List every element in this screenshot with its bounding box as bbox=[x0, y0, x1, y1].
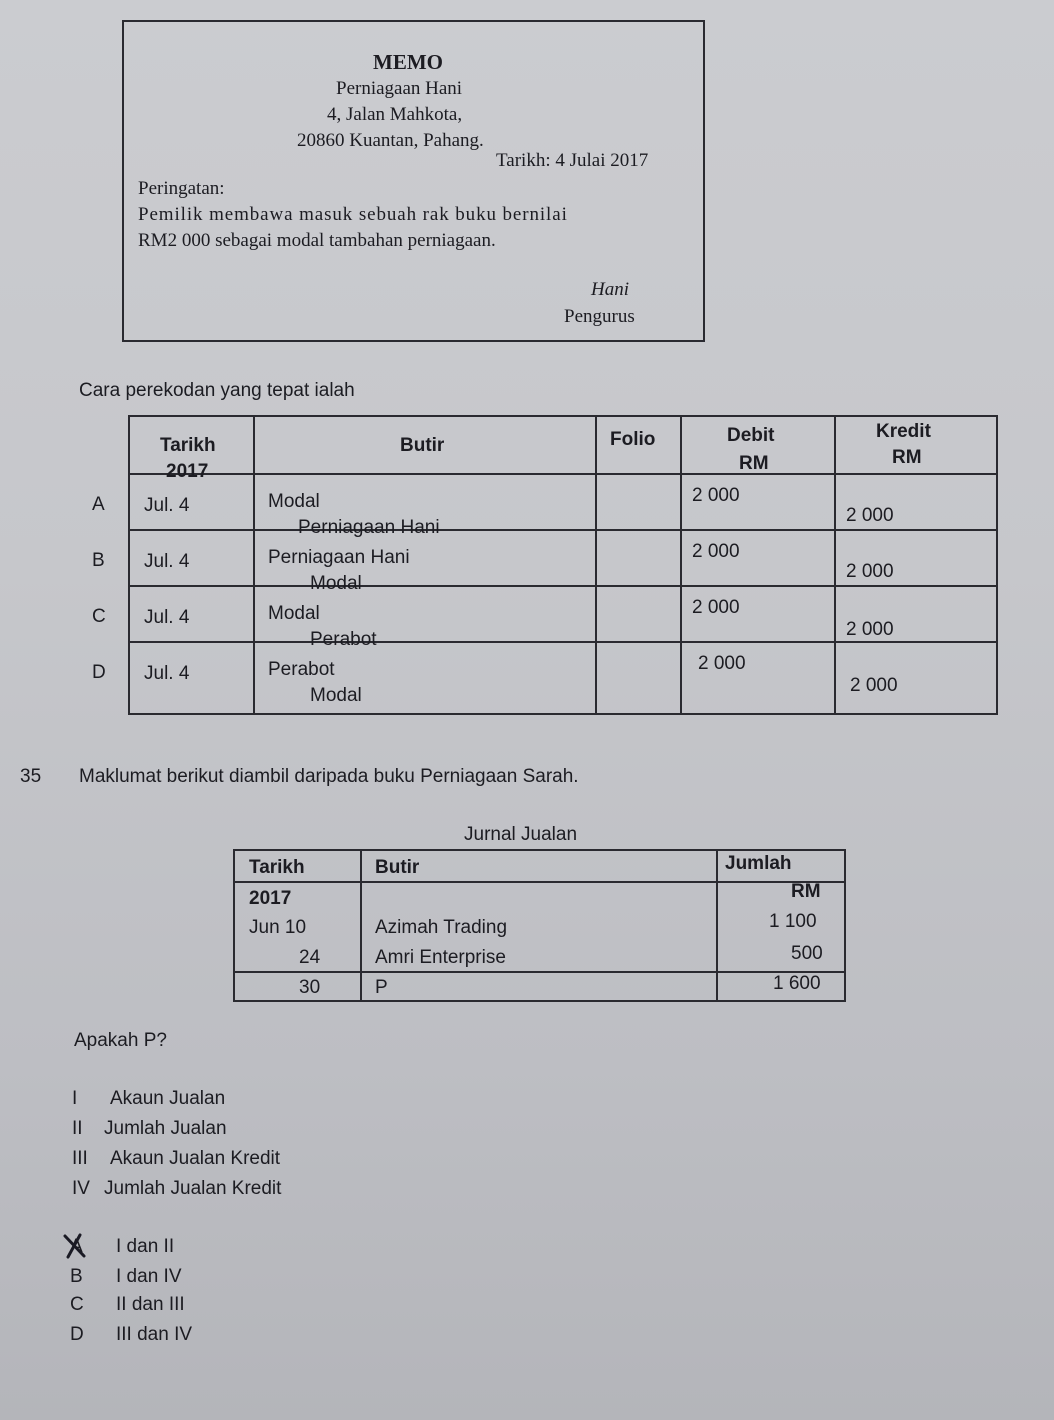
statement-numeral-1: I bbox=[72, 1088, 78, 1109]
q35-question: Apakah P? bbox=[74, 1030, 167, 1051]
row-d-credit: 2 000 bbox=[850, 675, 898, 696]
col-divider bbox=[834, 417, 836, 713]
row-c-credit-account: Perabot bbox=[310, 629, 377, 650]
memo-body-1: Pemilik membawa masuk sebuah rak buku bernilai bbox=[138, 204, 568, 225]
row-b-credit-account: Modal bbox=[310, 573, 362, 594]
row-c-debit-account: Modal bbox=[268, 603, 320, 624]
statement-text-1: Akaun Jualan bbox=[110, 1088, 226, 1109]
journal-options-table bbox=[128, 415, 998, 715]
memo-company: Perniagaan Hani bbox=[336, 78, 463, 99]
sj-row-1-jumlah: 1 100 bbox=[769, 911, 817, 932]
memo-date: Tarikh: 4 Julai 2017 bbox=[496, 150, 649, 171]
statement-numeral-3: III bbox=[72, 1148, 88, 1169]
header-folio: Folio bbox=[610, 429, 656, 450]
row-d-debit-account: Perabot bbox=[268, 659, 335, 680]
sj-row-1-butir: Azimah Trading bbox=[375, 917, 508, 938]
header-year: 2017 bbox=[166, 461, 209, 482]
sj-row-1-date: Jun 10 bbox=[249, 917, 307, 938]
col-divider bbox=[595, 417, 597, 713]
memo-title: MEMO bbox=[373, 50, 443, 74]
memo-body-2: RM2 000 sebagai modal tambahan perniagaan. bbox=[138, 230, 496, 251]
row-c-credit: 2 000 bbox=[846, 619, 894, 640]
col-divider bbox=[680, 417, 682, 713]
row-c-date: Jul. 4 bbox=[144, 607, 190, 628]
header-butir: Butir bbox=[400, 435, 445, 456]
row-b-date: Jul. 4 bbox=[144, 551, 190, 572]
header-debit-unit: RM bbox=[739, 453, 769, 474]
sj-header-tarikh: Tarikh bbox=[249, 857, 305, 878]
memo-signer: Hani bbox=[591, 279, 629, 300]
memo-position: Pengurus bbox=[564, 306, 635, 327]
row-a-debit: 2 000 bbox=[692, 485, 740, 506]
choice-letter-a: A bbox=[70, 1236, 83, 1257]
row-divider bbox=[235, 881, 844, 883]
row-a-credit: 2 000 bbox=[846, 505, 894, 526]
choice-text-b: I dan IV bbox=[116, 1266, 182, 1287]
row-b-credit: 2 000 bbox=[846, 561, 894, 582]
row-divider bbox=[130, 641, 996, 643]
row-b-debit: 2 000 bbox=[692, 541, 740, 562]
statement-text-3: Akaun Jualan Kredit bbox=[110, 1148, 281, 1169]
sales-journal-title: Jurnal Jualan bbox=[464, 824, 578, 845]
sj-row-3-date: 30 bbox=[299, 977, 321, 998]
choice-text-a: I dan II bbox=[116, 1236, 175, 1257]
row-divider bbox=[130, 585, 996, 587]
statement-text-2: Jumlah Jualan bbox=[104, 1118, 227, 1139]
statement-numeral-2: II bbox=[72, 1118, 83, 1139]
sj-header-butir: Butir bbox=[375, 857, 420, 878]
choice-letter-d: D bbox=[70, 1324, 84, 1345]
header-kredit-unit: RM bbox=[892, 447, 922, 468]
row-b-debit-account: Perniagaan Hani bbox=[268, 547, 410, 568]
row-a-date: Jul. 4 bbox=[144, 495, 190, 516]
q35-prompt: Maklumat berikut diambil daripada buku Perniagaan Sarah. bbox=[79, 766, 579, 787]
row-divider bbox=[130, 473, 996, 475]
memo-address-2: 20860 Kuantan, Pahang. bbox=[297, 130, 484, 151]
row-c-debit: 2 000 bbox=[692, 597, 740, 618]
header-kredit: Kredit bbox=[876, 421, 931, 442]
sj-row-2-butir: Amri Enterprise bbox=[375, 947, 506, 968]
sj-header-year: 2017 bbox=[249, 888, 292, 909]
statement-text-4: Jumlah Jualan Kredit bbox=[104, 1178, 282, 1199]
sj-header-jumlah: Jumlah bbox=[725, 853, 792, 874]
col-divider bbox=[716, 851, 718, 1000]
q34-option-letter-b: B bbox=[92, 550, 105, 571]
handwritten-cross-mark bbox=[62, 1232, 88, 1260]
memo-address-1: 4, Jalan Mahkota, bbox=[327, 104, 463, 125]
col-divider bbox=[360, 851, 362, 1000]
choice-text-c: II dan III bbox=[116, 1294, 185, 1315]
sales-journal-table bbox=[233, 849, 846, 1002]
sj-row-2-jumlah: 500 bbox=[791, 943, 823, 964]
q35-number: 35 bbox=[20, 766, 42, 787]
q34-prompt: Cara perekodan yang tepat ialah bbox=[79, 380, 355, 401]
memo-label: Peringatan: bbox=[138, 178, 225, 199]
col-divider bbox=[253, 417, 255, 713]
sj-header-unit: RM bbox=[791, 881, 821, 902]
sj-row-3-jumlah: 1 600 bbox=[773, 973, 821, 994]
row-divider bbox=[235, 971, 844, 973]
statement-numeral-4: IV bbox=[72, 1178, 90, 1199]
q34-option-letter-a: A bbox=[92, 494, 105, 515]
row-a-debit-account: Modal bbox=[268, 491, 320, 512]
row-d-debit: 2 000 bbox=[698, 653, 746, 674]
row-d-date: Jul. 4 bbox=[144, 663, 190, 684]
header-debit: Debit bbox=[727, 425, 775, 446]
q34-option-letter-d: D bbox=[92, 662, 106, 683]
row-d-credit-account: Modal bbox=[310, 685, 362, 706]
sj-row-2-date: 24 bbox=[299, 947, 321, 968]
choice-letter-b: B bbox=[70, 1266, 83, 1287]
sj-row-3-butir: P bbox=[375, 977, 388, 998]
row-a-credit-account: Perniagaan Hani bbox=[298, 517, 440, 538]
memo-box bbox=[122, 20, 705, 342]
q34-option-letter-c: C bbox=[92, 606, 106, 627]
row-divider bbox=[130, 529, 996, 531]
header-tarikh: Tarikh bbox=[160, 435, 216, 456]
choice-letter-c: C bbox=[70, 1294, 84, 1315]
choice-text-d: III dan IV bbox=[116, 1324, 193, 1345]
